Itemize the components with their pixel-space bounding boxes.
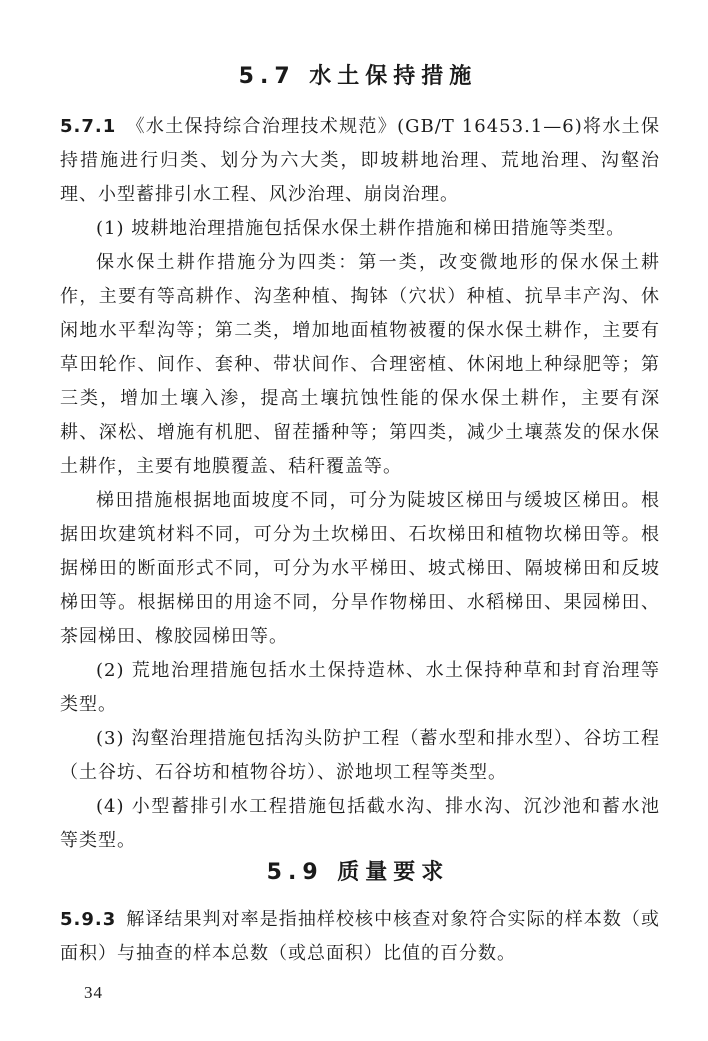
- clause-text: 解译结果判对率是指抽样校核中核查对象符合实际的样本数（或面积）与抽查的样本总数（或总面积）比值的百分数。: [60, 909, 660, 964]
- section-body-5-7: [60, 110, 660, 858]
- clause-5-7-1: [60, 110, 660, 212]
- clause-number: 5.7.1: [60, 116, 117, 137]
- section-heading-5-9: 5.9 质量要求: [266, 860, 450, 885]
- paragraph-wasteland: (2) 荒地治理措施包括水土保持造林、水土保持种草和封育治理等类型。: [60, 660, 660, 715]
- paragraph-slope-farmland: (1) 坡耕地治理措施包括保水保土耕作措施和梯田措施等类型。: [96, 218, 626, 239]
- paragraph-terrace-measures: 梯田措施根据地面坡度不同，可分为陡坡区梯田与缓坡区梯田。根据田坎建筑材料不同，可分为土坎梯田、石坎梯田和植物坎梯田等。根据梯田的断面形式不同，可分为水平梯田、坡式梯田、隔坡梯田和反坡梯田等。根据梯田的用途不同，分旱作物梯田、水稻梯田、果园梯田、茶园梯田、橡胶园梯田等。: [60, 490, 660, 647]
- paragraph-water-works: (4) 小型蓄排引水工程措施包括截水沟、排水沟、沉沙池和蓄水池等类型。: [60, 796, 660, 851]
- section-heading-5-7: 5.7 水土保持措施: [238, 64, 478, 89]
- section-body-5-9: [60, 903, 660, 971]
- paragraph-gully: (3) 沟壑治理措施包括沟头防护工程（蓄水型和排水型）、谷坊工程（土谷坊、石谷坊和植物谷坊）、淤地坝工程等类型。: [60, 728, 660, 783]
- clause-5-9-3: [60, 903, 660, 971]
- clause-number: 5.9.3: [60, 909, 117, 930]
- page-number: 34: [84, 983, 103, 1002]
- paragraph-tillage-measures: 保水保土耕作措施分为四类：第一类，改变微地形的保水保土耕作，主要有等高耕作、沟垄种植、掏钵（穴状）种植、抗旱丰产沟、休闲地水平犁沟等；第二类，增加地面植物被覆的保水保土耕作，主要有草田轮作、间作、套种、带状间作、合理密植、休闲地上种绿肥等；第三类，增加土壤入渗，提高土壤抗蚀性能的保水保土耕作，主要有深耕、深松、增施有机肥、留茬播种等；第四类，减少土壤蒸发的保水保土耕作，主要有地膜覆盖、秸秆覆盖等。: [60, 252, 660, 477]
- clause-text: 《水土保持综合治理技术规范》(GB/T 16453.1—6)将水土保持措施进行归类、划分为六大类，即坡耕地治理、荒地治理、沟壑治理、小型蓄排引水工程、风沙治理、崩岗治理。: [60, 116, 661, 205]
